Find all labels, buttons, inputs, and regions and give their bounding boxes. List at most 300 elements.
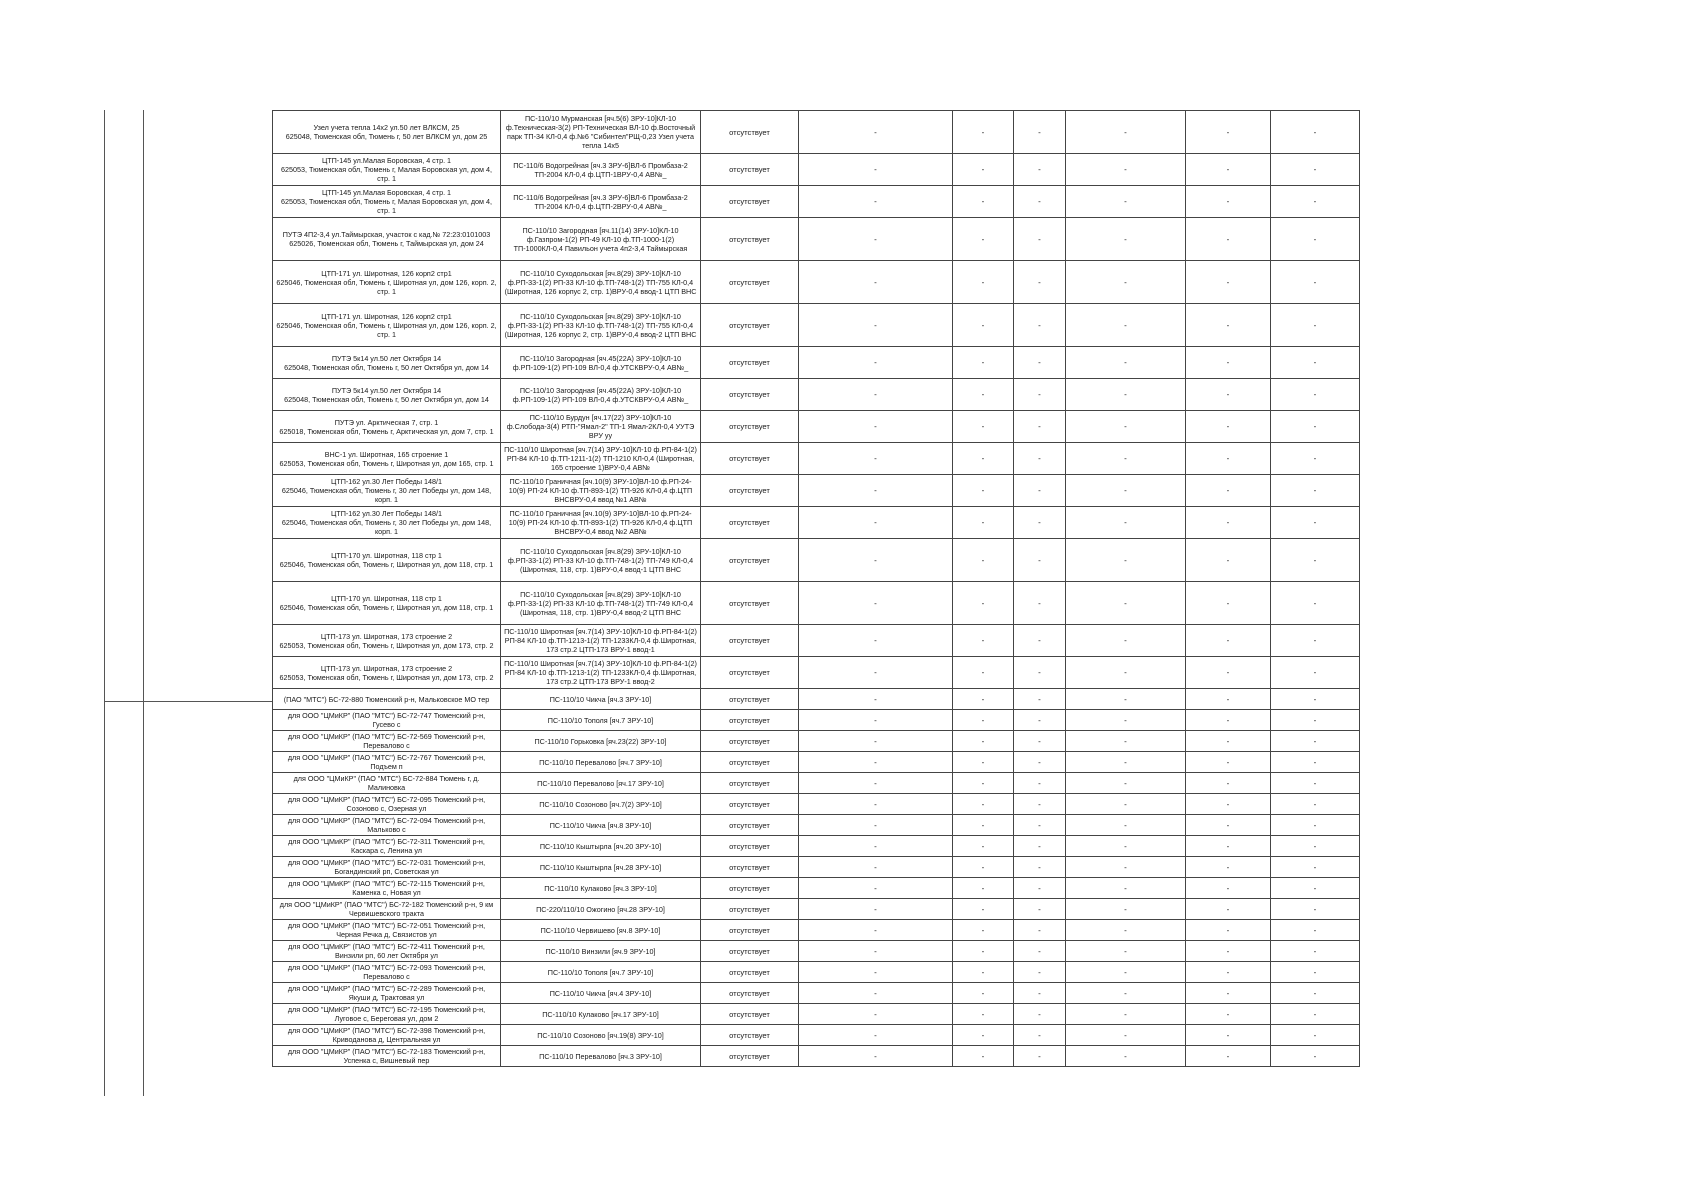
dash-cell: - — [799, 154, 953, 186]
dash-cell: - — [1014, 710, 1066, 731]
dash-cell: - — [1271, 983, 1360, 1004]
supply-scheme-cell: ПС-110/10 Суходольская [яч.8(29) ЗРУ-10]КЛ-10 ф.РП-33-1(2) РП-33 КЛ-10 ф.ТП-748-1(2) ТП-749 КЛ-0,4 (Широтная, 118, стр. 1)ВРУ-0,4 ввод-1 ЦТП ВНС — [501, 539, 701, 582]
dash-cell: - — [1186, 657, 1271, 689]
dash-cell: - — [953, 261, 1014, 304]
dash-cell: - — [1014, 625, 1066, 657]
table-row — [273, 815, 1360, 836]
dash-cell: - — [1014, 773, 1066, 794]
dash-cell: - — [1271, 347, 1360, 379]
dash-cell: - — [1271, 539, 1360, 582]
dash-cell: - — [1271, 582, 1360, 625]
dash-cell: - — [1271, 878, 1360, 899]
status-cell: отсутствует — [701, 752, 799, 773]
dash-cell: - — [953, 899, 1014, 920]
supply-scheme-cell: ПС-110/10 Бурдун [яч.17(22) ЗРУ-10]КЛ-10 ф.Слобода-3(4) РТП-"Ямал-2" ТП-1 Ямал-2КЛ-0,4 УУТЭ ВРУ уу — [501, 411, 701, 443]
dash-cell: - — [1271, 507, 1360, 539]
object-cell: ПУТЭ 5к14 ул.50 лет Октября 14 625048, Тюменская обл, Тюмень г, 50 лет Октября ул, дом 14 — [273, 379, 501, 411]
dash-cell: - — [1066, 657, 1186, 689]
dash-cell: - — [953, 920, 1014, 941]
supply-scheme-cell: ПС-110/10 Граничная [яч.10(9) ЗРУ-10]ВЛ-10 ф.РП-24-10(9) РП-24 КЛ-10 ф.ТП-893-1(2) ТП-926 КЛ-0,4 ф.ЦТП ВНСВРУ-0,4 ввод №2 АВ№ — [501, 507, 701, 539]
status-cell: отсутствует — [701, 411, 799, 443]
dash-cell: - — [1066, 347, 1186, 379]
dash-cell: - — [1186, 1046, 1271, 1067]
dash-cell: - — [1014, 304, 1066, 347]
dash-cell: - — [799, 111, 953, 154]
dash-cell: - — [1271, 836, 1360, 857]
dash-cell: - — [1014, 1025, 1066, 1046]
dash-cell: - — [953, 507, 1014, 539]
dash-cell: - — [953, 836, 1014, 857]
dash-cell: - — [1066, 154, 1186, 186]
dash-cell: - — [1271, 710, 1360, 731]
dash-cell: - — [953, 983, 1014, 1004]
dash-cell: - — [1014, 347, 1066, 379]
dash-cell: - — [1271, 1046, 1360, 1067]
dash-cell: - — [1014, 731, 1066, 752]
dash-cell: - — [1186, 794, 1271, 815]
dash-cell: - — [1271, 111, 1360, 154]
dash-cell: - — [1066, 710, 1186, 731]
dash-cell: - — [1014, 920, 1066, 941]
supply-scheme-cell: ПС-110/10 Суходольская [яч.8(29) ЗРУ-10]КЛ-10 ф.РП-33-1(2) РП-33 КЛ-10 ф.ТП-748-1(2) ТП-755 КЛ-0,4 (Широтная, 126 корпус 2, стр. 1)ВРУ-0,4 ввод-2 ЦТП ВНС — [501, 304, 701, 347]
dash-cell: - — [799, 878, 953, 899]
status-cell: отсутствует — [701, 304, 799, 347]
object-cell: ЦТП-173 ул. Широтная, 173 строение 2 625053, Тюменская обл, Тюмень г, Широтная ул, дом 173, стр. 2 — [273, 657, 501, 689]
dash-cell: - — [1186, 983, 1271, 1004]
dash-cell: - — [799, 794, 953, 815]
status-cell: отсутствует — [701, 539, 799, 582]
dash-cell: - — [1186, 379, 1271, 411]
dash-cell: - — [799, 443, 953, 475]
dash-cell: - — [1014, 507, 1066, 539]
object-cell: ПУТЭ 4П2-3,4 ул.Таймырская, участок с кад.№ 72:23:0101003 625026, Тюменская обл, Тюмень г, Таймырская ул, дом 24 — [273, 218, 501, 261]
object-cell: (ПАО "МТС") БС-72-880 Тюменский р-н, Мальковское МО тер — [273, 689, 501, 710]
dash-cell: - — [1066, 443, 1186, 475]
dash-cell: - — [1186, 857, 1271, 878]
dash-cell: - — [1271, 186, 1360, 218]
dash-cell: - — [799, 347, 953, 379]
dash-cell: - — [1271, 443, 1360, 475]
dash-cell: - — [799, 962, 953, 983]
dash-cell: - — [1271, 1025, 1360, 1046]
object-cell: ЦТП-171 ул. Широтная, 126 корп2 стр1 625046, Тюменская обл, Тюмень г, Широтная ул, дом 126, корп. 2, стр. 1 — [273, 304, 501, 347]
dash-cell: - — [1186, 111, 1271, 154]
supply-scheme-cell: ПС-110/6 Водогрейная [яч.3 ЗРУ-6]ВЛ-6 Промбаза-2 ТП-2004 КЛ-0,4 ф.ЦТП-1ВРУ-0,4 АВ№_ — [501, 154, 701, 186]
table-row — [273, 154, 1360, 186]
table-row — [273, 857, 1360, 878]
dash-cell: - — [1186, 962, 1271, 983]
object-cell: ЦТП-173 ул. Широтная, 173 строение 2 625053, Тюменская обл, Тюмень г, Широтная ул, дом 173, стр. 2 — [273, 625, 501, 657]
dash-cell: - — [799, 657, 953, 689]
object-cell: ЦТП-162 ул.30 Лет Победы 148/1 625046, Тюменская обл, Тюмень г, 30 лет Победы ул, дом 148, корп. 1 — [273, 475, 501, 507]
object-cell: ПУТЭ 5к14 ул.50 лет Октября 14 625048, Тюменская обл, Тюмень г, 50 лет Октября ул, дом 14 — [273, 347, 501, 379]
dash-cell: - — [953, 347, 1014, 379]
dash-cell: - — [1066, 773, 1186, 794]
table-row — [273, 941, 1360, 962]
table-row — [273, 1004, 1360, 1025]
dash-cell: - — [799, 689, 953, 710]
dash-cell: - — [953, 794, 1014, 815]
table-row — [273, 507, 1360, 539]
dash-cell: - — [953, 218, 1014, 261]
table-row — [273, 962, 1360, 983]
dash-cell: - — [953, 443, 1014, 475]
dash-cell: - — [1271, 657, 1360, 689]
dash-cell: - — [953, 379, 1014, 411]
table-row — [273, 899, 1360, 920]
supply-scheme-cell: ПС-110/6 Водогрейная [яч.3 ЗРУ-6]ВЛ-6 Промбаза-2 ТП-2004 КЛ-0,4 ф.ЦТП-2ВРУ-0,4 АВ№_ — [501, 186, 701, 218]
dash-cell: - — [1186, 261, 1271, 304]
dash-cell: - — [953, 582, 1014, 625]
dash-cell: - — [953, 752, 1014, 773]
dash-cell: - — [1186, 773, 1271, 794]
dash-cell: - — [1271, 304, 1360, 347]
table-row — [273, 443, 1360, 475]
status-cell: отсутствует — [701, 899, 799, 920]
left-column-border — [143, 110, 144, 1096]
dash-cell: - — [1066, 794, 1186, 815]
dash-cell: - — [1014, 582, 1066, 625]
object-cell: ЦТП-170 ул. Широтная, 118 стр 1 625046, Тюменская обл, Тюмень г, Широтная ул, дом 118, стр. 1 — [273, 539, 501, 582]
table-row — [273, 878, 1360, 899]
dash-cell: - — [1066, 261, 1186, 304]
status-cell: отсутствует — [701, 1046, 799, 1067]
object-cell: ЦТП-171 ул. Широтная, 126 корп2 стр1 625046, Тюменская обл, Тюмень г, Широтная ул, дом 126, корп. 2, стр. 1 — [273, 261, 501, 304]
table-row — [273, 836, 1360, 857]
dash-cell: - — [1186, 920, 1271, 941]
object-cell: ЦТП-170 ул. Широтная, 118 стр 1 625046, Тюменская обл, Тюмень г, Широтная ул, дом 118, стр. 1 — [273, 582, 501, 625]
object-cell: для ООО "ЦМиКР" (ПАО "МТС") БС-72-183 Тюменский р-н, Успенка с, Вишневый пер — [273, 1046, 501, 1067]
dash-cell: - — [1271, 731, 1360, 752]
dash-cell: - — [1271, 899, 1360, 920]
table-row — [273, 920, 1360, 941]
status-cell: отсутствует — [701, 261, 799, 304]
dash-cell: - — [953, 773, 1014, 794]
dash-cell: - — [1271, 625, 1360, 657]
table-row — [273, 1046, 1360, 1067]
supply-scheme-cell: ПС-110/10 Широтная [яч.7(14) ЗРУ-10]КЛ-10 ф.РП-84-1(2) РП-84 КЛ-10 ф.ТП-1211-1(2) ТП-1210 КЛ-0,4 (Широтная, 165 строение 1)ВРУ-0,4 АВ№ — [501, 443, 701, 475]
status-cell: отсутствует — [701, 657, 799, 689]
status-cell: отсутствует — [701, 878, 799, 899]
dash-cell: - — [953, 111, 1014, 154]
object-cell: для ООО "ЦМиКР" (ПАО "МТС") БС-72-095 Тюменский р-н, Созоново с, Озерная ул — [273, 794, 501, 815]
dash-cell: - — [1014, 794, 1066, 815]
dash-cell: - — [1014, 689, 1066, 710]
dash-cell: - — [953, 625, 1014, 657]
dash-cell: - — [1186, 218, 1271, 261]
dash-cell: - — [953, 857, 1014, 878]
dash-cell: - — [1066, 857, 1186, 878]
supply-scheme-cell: ПС-110/10 Широтная [яч.7(14) ЗРУ-10]КЛ-10 ф.РП-84-1(2) РП-84 КЛ-10 ф.ТП-1213-1(2) ТП-1233КЛ-0,4 ф.Широтная, 173 стр.2 ЦТП-173 ВРУ-1 ввод-1 — [501, 625, 701, 657]
dash-cell: - — [1014, 443, 1066, 475]
dash-cell: - — [1271, 261, 1360, 304]
dash-cell: - — [799, 582, 953, 625]
supply-scheme-cell: ПС-110/10 Созоново [яч.19(8) ЗРУ-10] — [501, 1025, 701, 1046]
dash-cell: - — [1186, 815, 1271, 836]
dash-cell: - — [1186, 878, 1271, 899]
dash-cell: - — [953, 689, 1014, 710]
dash-cell: - — [799, 379, 953, 411]
object-cell: ПУТЭ ул. Арктическая 7, стр. 1 625018, Тюменская обл, Тюмень г, Арктическая ул, дом 7, стр. 1 — [273, 411, 501, 443]
dash-cell: - — [1014, 836, 1066, 857]
dash-cell: - — [1014, 154, 1066, 186]
table-row — [273, 773, 1360, 794]
dash-cell: - — [1014, 186, 1066, 218]
object-cell: для ООО "ЦМиКР" (ПАО "МТС") БС-72-031 Тюменский р-н, Богандинский рп, Советская ул — [273, 857, 501, 878]
status-cell: отсутствует — [701, 186, 799, 218]
status-cell: отсутствует — [701, 218, 799, 261]
dash-cell: - — [953, 304, 1014, 347]
object-cell: для ООО "ЦМиКР" (ПАО "МТС") БС-72-195 Тюменский р-н, Луговое с, Береговая ул, дом 2 — [273, 1004, 501, 1025]
status-cell: отсутствует — [701, 983, 799, 1004]
table-row — [273, 186, 1360, 218]
status-cell: отсутствует — [701, 475, 799, 507]
supply-scheme-cell: ПС-110/10 Граничная [яч.10(9) ЗРУ-10]ВЛ-10 ф.РП-24-10(9) РП-24 КЛ-10 ф.ТП-893-1(2) ТП-926 КЛ-0,4 ф.ЦТП ВНСВРУ-0,4 ввод №1 АВ№ — [501, 475, 701, 507]
table-row — [273, 752, 1360, 773]
dash-cell: - — [1186, 411, 1271, 443]
dash-cell: - — [1066, 878, 1186, 899]
supply-scheme-cell: ПС-110/10 Загородная [яч.11(14) ЗРУ-10]КЛ-10 ф.Газпром-1(2) РП-49 КЛ-10 ф.ТП-1000-1(2) ТП-1000КЛ-0,4 Павильон учета 4п2-3,4 Таймырская — [501, 218, 701, 261]
dash-cell: - — [1271, 1004, 1360, 1025]
table-row — [273, 710, 1360, 731]
table-row — [273, 657, 1360, 689]
dash-cell: - — [953, 186, 1014, 218]
dash-cell: - — [1014, 261, 1066, 304]
dash-cell: - — [799, 261, 953, 304]
dash-cell: - — [1066, 899, 1186, 920]
status-cell: отсутствует — [701, 625, 799, 657]
dash-cell: - — [1271, 689, 1360, 710]
dash-cell: - — [1271, 379, 1360, 411]
supply-scheme-cell: ПС-110/10 Перевалово [яч.17 ЗРУ-10] — [501, 773, 701, 794]
status-cell: отсутствует — [701, 443, 799, 475]
dash-cell: - — [1014, 857, 1066, 878]
supply-scheme-cell: ПС-110/10 Мурманская [яч.5(6) ЗРУ-10]КЛ-10 ф.Техническая-3(2) РП-Техническая ВЛ-10 ф.Восточный парк ТП-34 КЛ-0,4 ф.№6 "Сибинтел"РЩ-0,23 Узел учета тепла 14х5 — [501, 111, 701, 154]
object-cell: для ООО "ЦМиКР" (ПАО "МТС") БС-72-398 Тюменский р-н, Криводанова д, Центральная ул — [273, 1025, 501, 1046]
dash-cell: - — [1271, 752, 1360, 773]
dash-cell: - — [799, 731, 953, 752]
dash-cell: - — [1271, 857, 1360, 878]
status-cell: отсутствует — [701, 794, 799, 815]
status-cell: отсутствует — [701, 962, 799, 983]
dash-cell: - — [1066, 941, 1186, 962]
table-row — [273, 539, 1360, 582]
dash-cell: - — [1066, 1046, 1186, 1067]
dash-cell: - — [1271, 962, 1360, 983]
dash-cell: - — [799, 1025, 953, 1046]
dash-cell: - — [1271, 794, 1360, 815]
object-cell: для ООО "ЦМиКР" (ПАО "МТС") БС-72-569 Тюменский р-н, Перевалово с — [273, 731, 501, 752]
dash-cell: - — [1066, 1025, 1186, 1046]
supply-scheme-cell: ПС-110/10 Суходольская [яч.8(29) ЗРУ-10]КЛ-10 ф.РП-33-1(2) РП-33 КЛ-10 ф.ТП-748-1(2) ТП-749 КЛ-0,4 (Широтная, 118, стр. 1)ВРУ-0,4 ввод-2 ЦТП ВНС — [501, 582, 701, 625]
dash-cell: - — [1066, 475, 1186, 507]
dash-cell: - — [1186, 507, 1271, 539]
dash-cell: - — [1014, 411, 1066, 443]
object-cell: для ООО "ЦМиКР" (ПАО "МТС") БС-72-884 Тюмень г, д. Малиновка — [273, 773, 501, 794]
dash-cell: - — [953, 475, 1014, 507]
dash-cell: - — [1014, 1046, 1066, 1067]
dash-cell: - — [953, 941, 1014, 962]
dash-cell: - — [1014, 983, 1066, 1004]
status-cell: отсутствует — [701, 689, 799, 710]
dash-cell: - — [799, 218, 953, 261]
status-cell: отсутствует — [701, 507, 799, 539]
dash-cell: - — [1066, 507, 1186, 539]
dash-cell: - — [1271, 154, 1360, 186]
dash-cell: - — [1014, 962, 1066, 983]
dash-cell: - — [1186, 1004, 1271, 1025]
dash-cell: - — [953, 1046, 1014, 1067]
dash-cell: - — [1066, 815, 1186, 836]
status-cell: отсутствует — [701, 920, 799, 941]
dash-cell: - — [1014, 218, 1066, 261]
dash-cell: - — [799, 1004, 953, 1025]
dash-cell: - — [1066, 582, 1186, 625]
status-cell: отсутствует — [701, 111, 799, 154]
dash-cell: - — [1066, 752, 1186, 773]
supply-scheme-cell: ПС-110/10 Кулаково [яч.3 ЗРУ-10] — [501, 878, 701, 899]
supply-scheme-cell: ПС-110/10 Тополя [яч.7 ЗРУ-10] — [501, 962, 701, 983]
dash-cell: - — [1066, 836, 1186, 857]
dash-cell: - — [1186, 304, 1271, 347]
dash-cell: - — [1014, 379, 1066, 411]
table-row — [273, 625, 1360, 657]
dash-cell: - — [799, 304, 953, 347]
dash-cell: - — [1186, 731, 1271, 752]
supply-scheme-cell: ПС-110/10 Перевалово [яч.7 ЗРУ-10] — [501, 752, 701, 773]
table-row — [273, 731, 1360, 752]
supply-scheme-cell: ПС-110/10 Загородная [яч.45(22А) ЗРУ-10]КЛ-10 ф.РП-109-1(2) РП-109 ВЛ-0,4 ф.УТСКВРУ-0,4 АВ№_ — [501, 379, 701, 411]
dash-cell: - — [799, 539, 953, 582]
supply-scheme-cell: ПС-110/10 Червишево [яч.8 ЗРУ-10] — [501, 920, 701, 941]
dash-cell: - — [799, 773, 953, 794]
status-cell: отсутствует — [701, 815, 799, 836]
dash-cell: - — [1014, 941, 1066, 962]
dash-cell: - — [1014, 111, 1066, 154]
dash-cell: - — [1186, 154, 1271, 186]
dash-cell: - — [953, 539, 1014, 582]
dash-cell: - — [1066, 962, 1186, 983]
dash-cell: - — [1066, 111, 1186, 154]
table-row — [273, 582, 1360, 625]
supply-scheme-cell: ПС-110/10 Винзили [яч.9 ЗРУ-10] — [501, 941, 701, 962]
dash-cell: - — [1186, 347, 1271, 379]
dash-cell: - — [953, 878, 1014, 899]
object-cell: для ООО "ЦМиКР" (ПАО "МТС") БС-72-093 Тюменский р-н, Перевалово с — [273, 962, 501, 983]
object-cell: для ООО "ЦМиКР" (ПАО "МТС") БС-72-051 Тюменский р-н, Черная Речка д, Связистов ул — [273, 920, 501, 941]
object-cell: для ООО "ЦМиКР" (ПАО "МТС") БС-72-115 Тюменский р-н, Каменка с, Новая ул — [273, 878, 501, 899]
dash-cell: - — [953, 154, 1014, 186]
dash-cell: - — [1186, 625, 1271, 657]
table-row — [273, 794, 1360, 815]
dash-cell: - — [1271, 815, 1360, 836]
dash-cell: - — [1066, 625, 1186, 657]
dash-cell: - — [799, 507, 953, 539]
object-cell: ЦТП-145 ул.Малая Боровская, 4 стр. 1 625053, Тюменская обл, Тюмень г, Малая Боровская ул, дом 4, стр. 1 — [273, 154, 501, 186]
status-cell: отсутствует — [701, 154, 799, 186]
dash-cell: - — [953, 411, 1014, 443]
dash-cell: - — [799, 411, 953, 443]
dash-cell: - — [799, 710, 953, 731]
supply-scheme-cell: ПС-110/10 Чикча [яч.8 ЗРУ-10] — [501, 815, 701, 836]
status-cell: отсутствует — [701, 710, 799, 731]
table-row — [273, 475, 1360, 507]
table-row — [273, 983, 1360, 1004]
dash-cell: - — [1066, 379, 1186, 411]
table-row — [273, 411, 1360, 443]
dash-cell: - — [1066, 920, 1186, 941]
dash-cell: - — [1014, 815, 1066, 836]
dash-cell: - — [953, 710, 1014, 731]
status-cell: отсутствует — [701, 836, 799, 857]
dash-cell: - — [1014, 1004, 1066, 1025]
dash-cell: - — [799, 899, 953, 920]
supply-scheme-cell: ПС-110/10 Чикча [яч.3 ЗРУ-10] — [501, 689, 701, 710]
dash-cell: - — [1186, 899, 1271, 920]
status-cell: отсутствует — [701, 1025, 799, 1046]
dash-cell: - — [1271, 218, 1360, 261]
dash-cell: - — [1066, 1004, 1186, 1025]
dash-cell: - — [1186, 539, 1271, 582]
supply-scheme-cell: ПС-110/10 Кулаково [яч.17 ЗРУ-10] — [501, 1004, 701, 1025]
status-cell: отсутствует — [701, 582, 799, 625]
object-cell: ЦТП-162 ул.30 Лет Победы 148/1 625046, Тюменская обл, Тюмень г, 30 лет Победы ул, дом 148, корп. 1 — [273, 507, 501, 539]
supply-scheme-cell: ПС-110/10 Горьковка [яч.23(22) ЗРУ-10] — [501, 731, 701, 752]
object-cell: для ООО "ЦМиКР" (ПАО "МТС") БС-72-311 Тюменский р-н, Каскара с, Ленина ул — [273, 836, 501, 857]
supply-scheme-cell: ПС-110/10 Тополя [яч.7 ЗРУ-10] — [501, 710, 701, 731]
object-cell: Узел учета тепла 14х2 ул.50 лет ВЛКСМ, 25 625048, Тюменская обл, Тюмень г, 50 лет ВЛКСМ ул, дом 25 — [273, 111, 501, 154]
dash-cell: - — [1066, 304, 1186, 347]
dash-cell: - — [1066, 983, 1186, 1004]
dash-cell: - — [799, 1046, 953, 1067]
supply-scheme-cell: ПС-110/10 Кыштырла [яч.28 ЗРУ-10] — [501, 857, 701, 878]
dash-cell: - — [799, 186, 953, 218]
dash-cell: - — [1066, 539, 1186, 582]
dash-cell: - — [1066, 186, 1186, 218]
dash-cell: - — [953, 731, 1014, 752]
dash-cell: - — [1271, 941, 1360, 962]
dash-cell: - — [953, 657, 1014, 689]
table-row — [273, 689, 1360, 710]
supply-scheme-cell: ПС-220/110/10 Ожогино [яч.28 ЗРУ-10] — [501, 899, 701, 920]
dash-cell: - — [1186, 1025, 1271, 1046]
dash-cell: - — [1186, 941, 1271, 962]
left-column-border — [104, 110, 105, 1096]
dash-cell: - — [1014, 899, 1066, 920]
table-row — [273, 218, 1360, 261]
dash-cell: - — [1014, 752, 1066, 773]
dash-cell: - — [1066, 411, 1186, 443]
table-row — [273, 261, 1360, 304]
dash-cell: - — [799, 857, 953, 878]
status-cell: отсутствует — [701, 941, 799, 962]
dash-cell: - — [1186, 443, 1271, 475]
dash-cell: - — [799, 836, 953, 857]
table-body — [273, 111, 1360, 1067]
dash-cell: - — [1186, 710, 1271, 731]
object-cell: для ООО "ЦМиКР" (ПАО "МТС") БС-72-182 Тюменский р-н, 9 км Червишевского тракта — [273, 899, 501, 920]
supply-scheme-cell: ПС-110/10 Перевалово [яч.3 ЗРУ-10] — [501, 1046, 701, 1067]
table-row — [273, 1025, 1360, 1046]
dash-cell: - — [1271, 411, 1360, 443]
supply-scheme-cell: ПС-110/10 Кыштырла [яч.20 ЗРУ-10] — [501, 836, 701, 857]
dash-cell: - — [953, 962, 1014, 983]
dash-cell: - — [1186, 836, 1271, 857]
dash-cell: - — [799, 475, 953, 507]
object-cell: ЦТП-145 ул.Малая Боровская, 4 стр. 1 625053, Тюменская обл, Тюмень г, Малая Боровская ул, дом 4, стр. 1 — [273, 186, 501, 218]
dash-cell: - — [799, 941, 953, 962]
status-cell: отсутствует — [701, 1004, 799, 1025]
